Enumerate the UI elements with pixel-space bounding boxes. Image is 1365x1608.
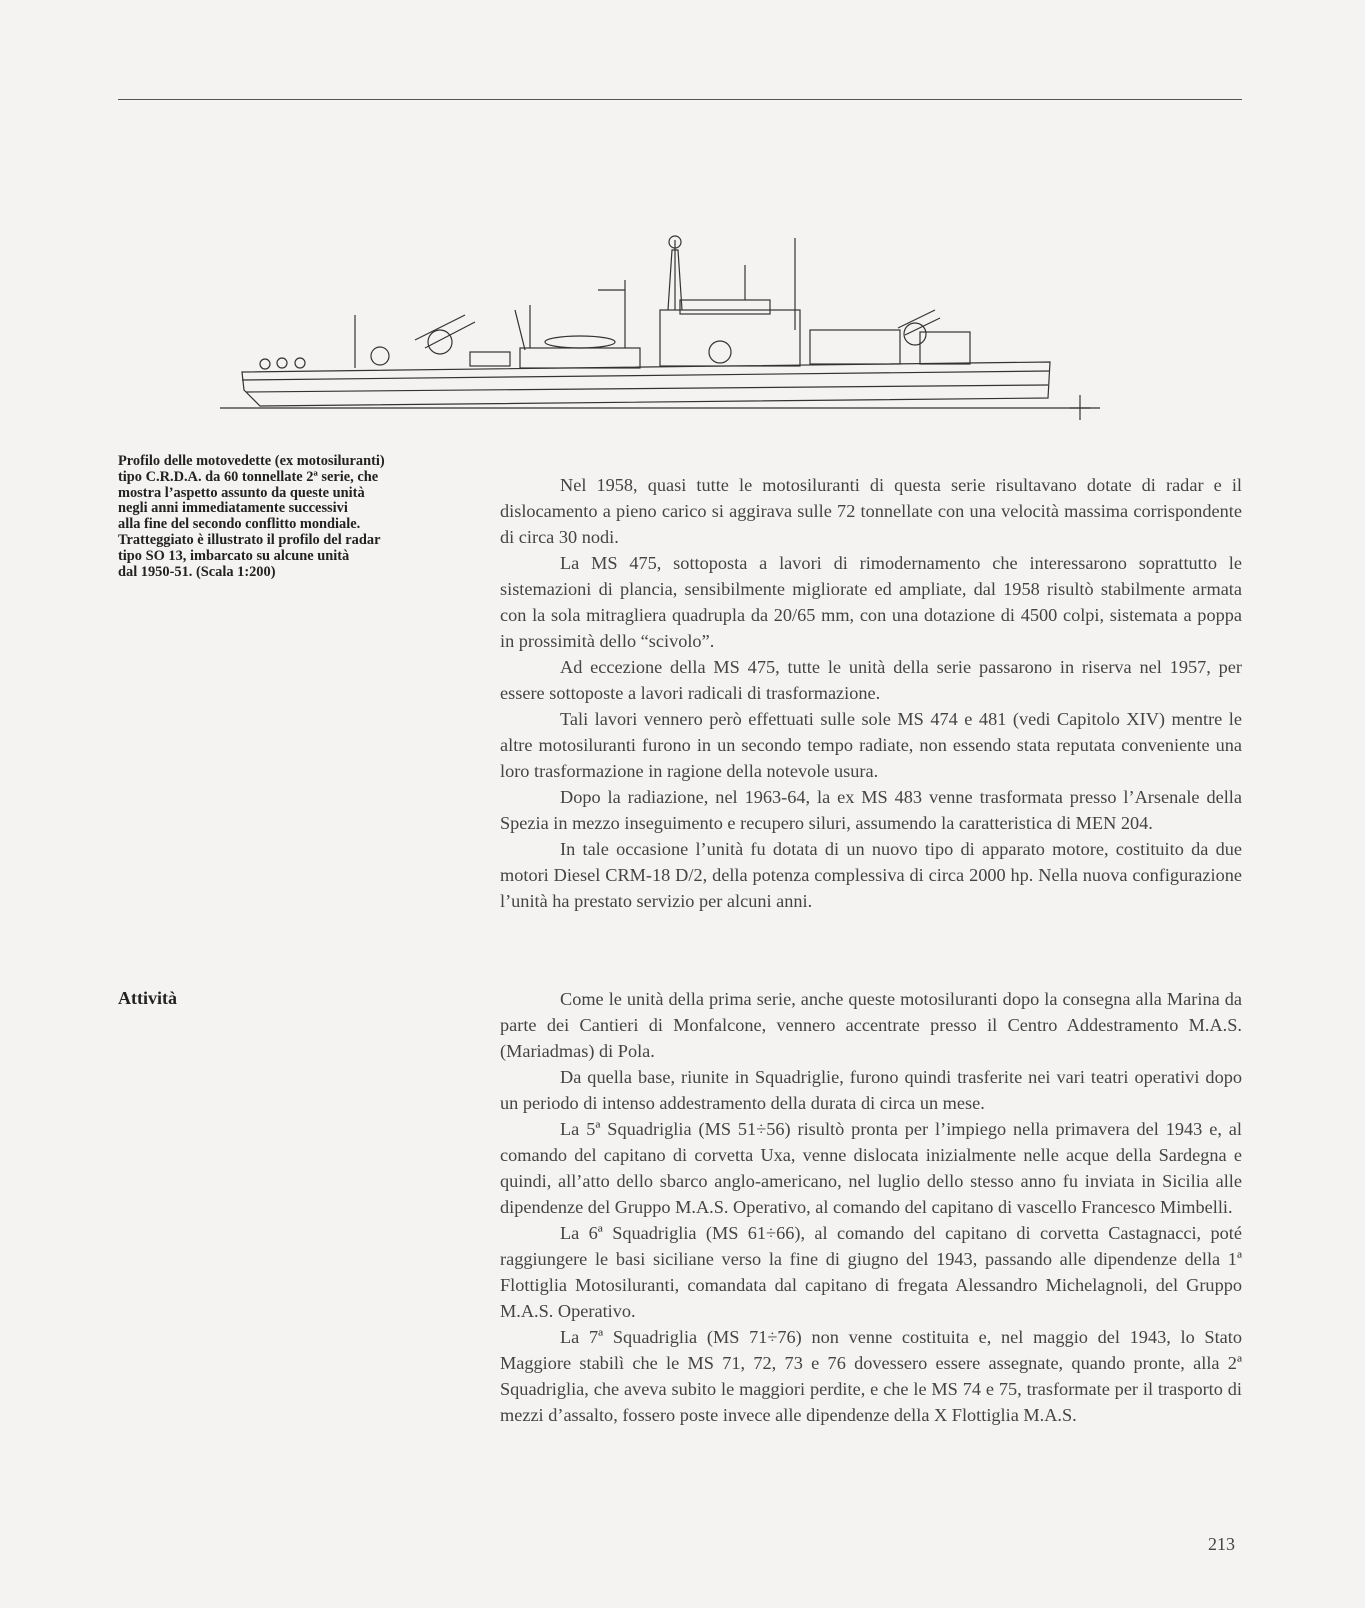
paragraph: Nel 1958, quasi tutte le motosiluranti di questa serie risultavano dotate di radar e il dislocamento a pieno carico si aggirava sulle 72 tonnellate con una velocità massima corrispondente di circa 30 nodi. [500, 475, 1242, 547]
paragraph: Tali lavori vennero però effettuati sulle sole MS 474 e 481 (vedi Capitolo XIV) mentre le altre motosiluranti furono in un secondo tempo radiate, non essendo stata reputata conveniente una loro trasformazione in ragione della notevole usura. [500, 709, 1242, 781]
paragraph: In tale occasione l’unità fu dotata di un nuovo tipo di apparato motore, costituito da due motori Diesel CRM-18 D/2, della potenza complessiva di circa 2000 hp. Nella nuova configurazione l’unità ha prestato servizio per alcuni anni. [500, 839, 1242, 911]
body-text-section-2 [500, 986, 1242, 1428]
top-rule [118, 99, 1242, 100]
paragraph: Da quella base, riunite in Squadriglie, furono quindi trasferite nei vari teatri operativi dopo un periodo di intenso addestramento della durata di circa un mese. [500, 1067, 1242, 1113]
caption-line: Profilo delle motovedette (ex motosiluranti) [118, 453, 385, 469]
caption-line: mostra l’aspetto assunto da queste unità [118, 484, 365, 501]
paragraph: La MS 475, sottoposta a lavori di rimodernamento che interessarono soprattutto le sistemazioni di plancia, sensibilmente migliorate ed ampliate, dal 1958 risultò stabilmente armata con la sola mitragliera quadrupla da 20/65 mm, con una dotazione di 4500 colpi, sistemata a poppa in prossimità dello “scivolo”. [500, 553, 1242, 651]
section-heading: Attività [118, 988, 177, 1008]
caption-line: Tratteggiato è illustrato il profilo del radar [118, 531, 381, 548]
caption-line: tipo SO 13, imbarcato su alcune unità [118, 547, 350, 564]
page-number: 213 [1208, 1534, 1235, 1554]
body-text-section-1 [500, 472, 1242, 914]
caption-line: negli anni immediatamente successivi [118, 500, 348, 517]
paragraph: La 5ª Squadriglia (MS 51÷56) risultò pronta per l’impiego nella primavera del 1943 e, al comando del capitano di corvetta Uxa, venne dislocata inizialmente nelle acque della Sardegna e quindi, all’atto dello sbarco anglo-americano, nel luglio dello stesso anno fu inviata in Sicilia alle dipendenze del Gruppo M.A.S. Operativo, al comando del capitano di vascello Francesco Mimbelli. [500, 1119, 1242, 1217]
caption-line: tipo C.R.D.A. da 60 tonnellate 2ª serie, che [118, 468, 379, 485]
paragraph: La 6ª Squadriglia (MS 61÷66), al comando del capitano di corvetta Castagnacci, poté raggiungere le basi siciliane verso la fine di giugno del 1943, passando alle dipendenze della 1ª Flottiglia Motosiluranti, comandata dal capitano di fregata Alessandro Michelagnoli, del Gruppo M.A.S. Operativo. [500, 1223, 1242, 1321]
caption-line: dal 1950-51. (Scala 1:200) [118, 563, 276, 580]
caption-line: alla fine del secondo conflitto mondiale. [118, 516, 361, 533]
ship-profile-drawing [220, 230, 1120, 430]
figure-caption [118, 454, 463, 580]
paragraph: Come le unità della prima serie, anche queste motosiluranti dopo la consegna alla Marina da parte dei Cantieri di Monfalcone, vennero accentrate presso il Centro Addestramento M.A.S. (Mariadmas) di Pola. [500, 989, 1242, 1061]
paragraph: Ad eccezione della MS 475, tutte le unità della serie passarono in riserva nel 1957, per essere sottoposte a lavori radicali di trasformazione. [500, 657, 1242, 703]
paragraph: Dopo la radiazione, nel 1963-64, la ex MS 483 venne trasformata presso l’Arsenale della Spezia in mezzo inseguimento e recupero siluri, assumendo la caratteristica di MEN 204. [500, 787, 1242, 833]
paragraph: La 7ª Squadriglia (MS 71÷76) non venne costituita e, nel maggio del 1943, lo Stato Maggiore stabilì che le MS 71, 72, 73 e 76 dovessero essere assegnate, quando pronte, alla 2ª Squadriglia, che aveva subito le maggiori perdite, e che le MS 74 e 75, trasformate per il trasporto di mezzi d’assalto, fossero poste invece alle dipendenze della X Flottiglia M.A.S. [500, 1327, 1242, 1425]
